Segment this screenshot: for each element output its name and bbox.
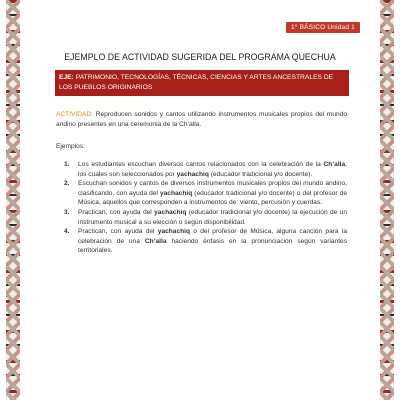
list-item-text: o del profesor de Música, alguna canción para la celebración de una — [78, 228, 347, 245]
list-item — [64, 179, 347, 208]
list-item — [64, 208, 347, 227]
list-item-bold: Ch’alla — [144, 237, 167, 245]
examples-list — [64, 160, 347, 256]
list-item-text: haciendo énfasis en la pronunciación según variantes territoriales. — [78, 237, 347, 255]
eje-text: PATRIMONIO, TECNOLOGÍAS, TÉCNICAS, CIENCIAS Y ARTES ANCESTRALES DE LOS PUEBLOS ORIGINARIOS — [59, 74, 334, 91]
activity-text: Reproducen sonidos y cantos utilizando instrumentos musicales propios del mundo andino presentes en una ceremonia de la Ch’alla. — [56, 111, 347, 128]
list-item-bold: yachachiq — [157, 228, 191, 236]
list-item-text: (educador tradicional y/o docente). — [208, 170, 313, 178]
list-item-number: 3. — [64, 208, 70, 216]
examples-heading: Ejemplos: — [56, 143, 85, 150]
list-item-bold: yachachiq — [159, 189, 193, 197]
unit-badge: 1° BÁSICO Unidad 1 — [286, 22, 360, 33]
eje-label: EJE: — [59, 74, 74, 81]
list-item-number: 4. — [64, 228, 70, 236]
activity-label: ACTIVIDAD: — [56, 111, 94, 118]
list-item-text: (educador tradicional y/o docente) o del profesor de Música, aquellos que corresponden a instrumentos de: viento, percusión y cuerdas. — [78, 189, 347, 207]
list-item-text: Practican, con ayuda del — [78, 228, 158, 236]
list-item-text: Practican, con ayuda del — [78, 208, 155, 216]
page-title: EJEMPLO DE ACTIVIDAD SUGERIDA DEL PROGRAMA QUECHUA — [64, 52, 336, 62]
list-item-bold: yachachiq — [154, 208, 187, 216]
list-item-text: (educador tradicional y/o docente) la ejecución de un instrumento musical a su elección o según disponibilidad. — [78, 208, 347, 226]
activity-paragraph — [56, 110, 347, 129]
list-item-bold: Ch’alla — [323, 161, 346, 168]
list-item-text: Los estudiantes escuchan diversos cantos relacionados con la celebración de la — [78, 161, 324, 168]
list-item-text: Escuchan sonidos y cantos de diversos instrumentos musicales propios del mundo andino, clasificando, con ayuda del — [78, 180, 347, 197]
list-item-number: 2. — [64, 180, 70, 188]
list-item-number: 1. — [64, 161, 70, 168]
list-item — [64, 227, 347, 256]
eje-banner — [55, 70, 349, 96]
list-item-text: , los cuales son seleccionados por — [78, 161, 347, 178]
list-item-bold: yachachiq — [176, 170, 209, 178]
list-item — [64, 160, 347, 179]
